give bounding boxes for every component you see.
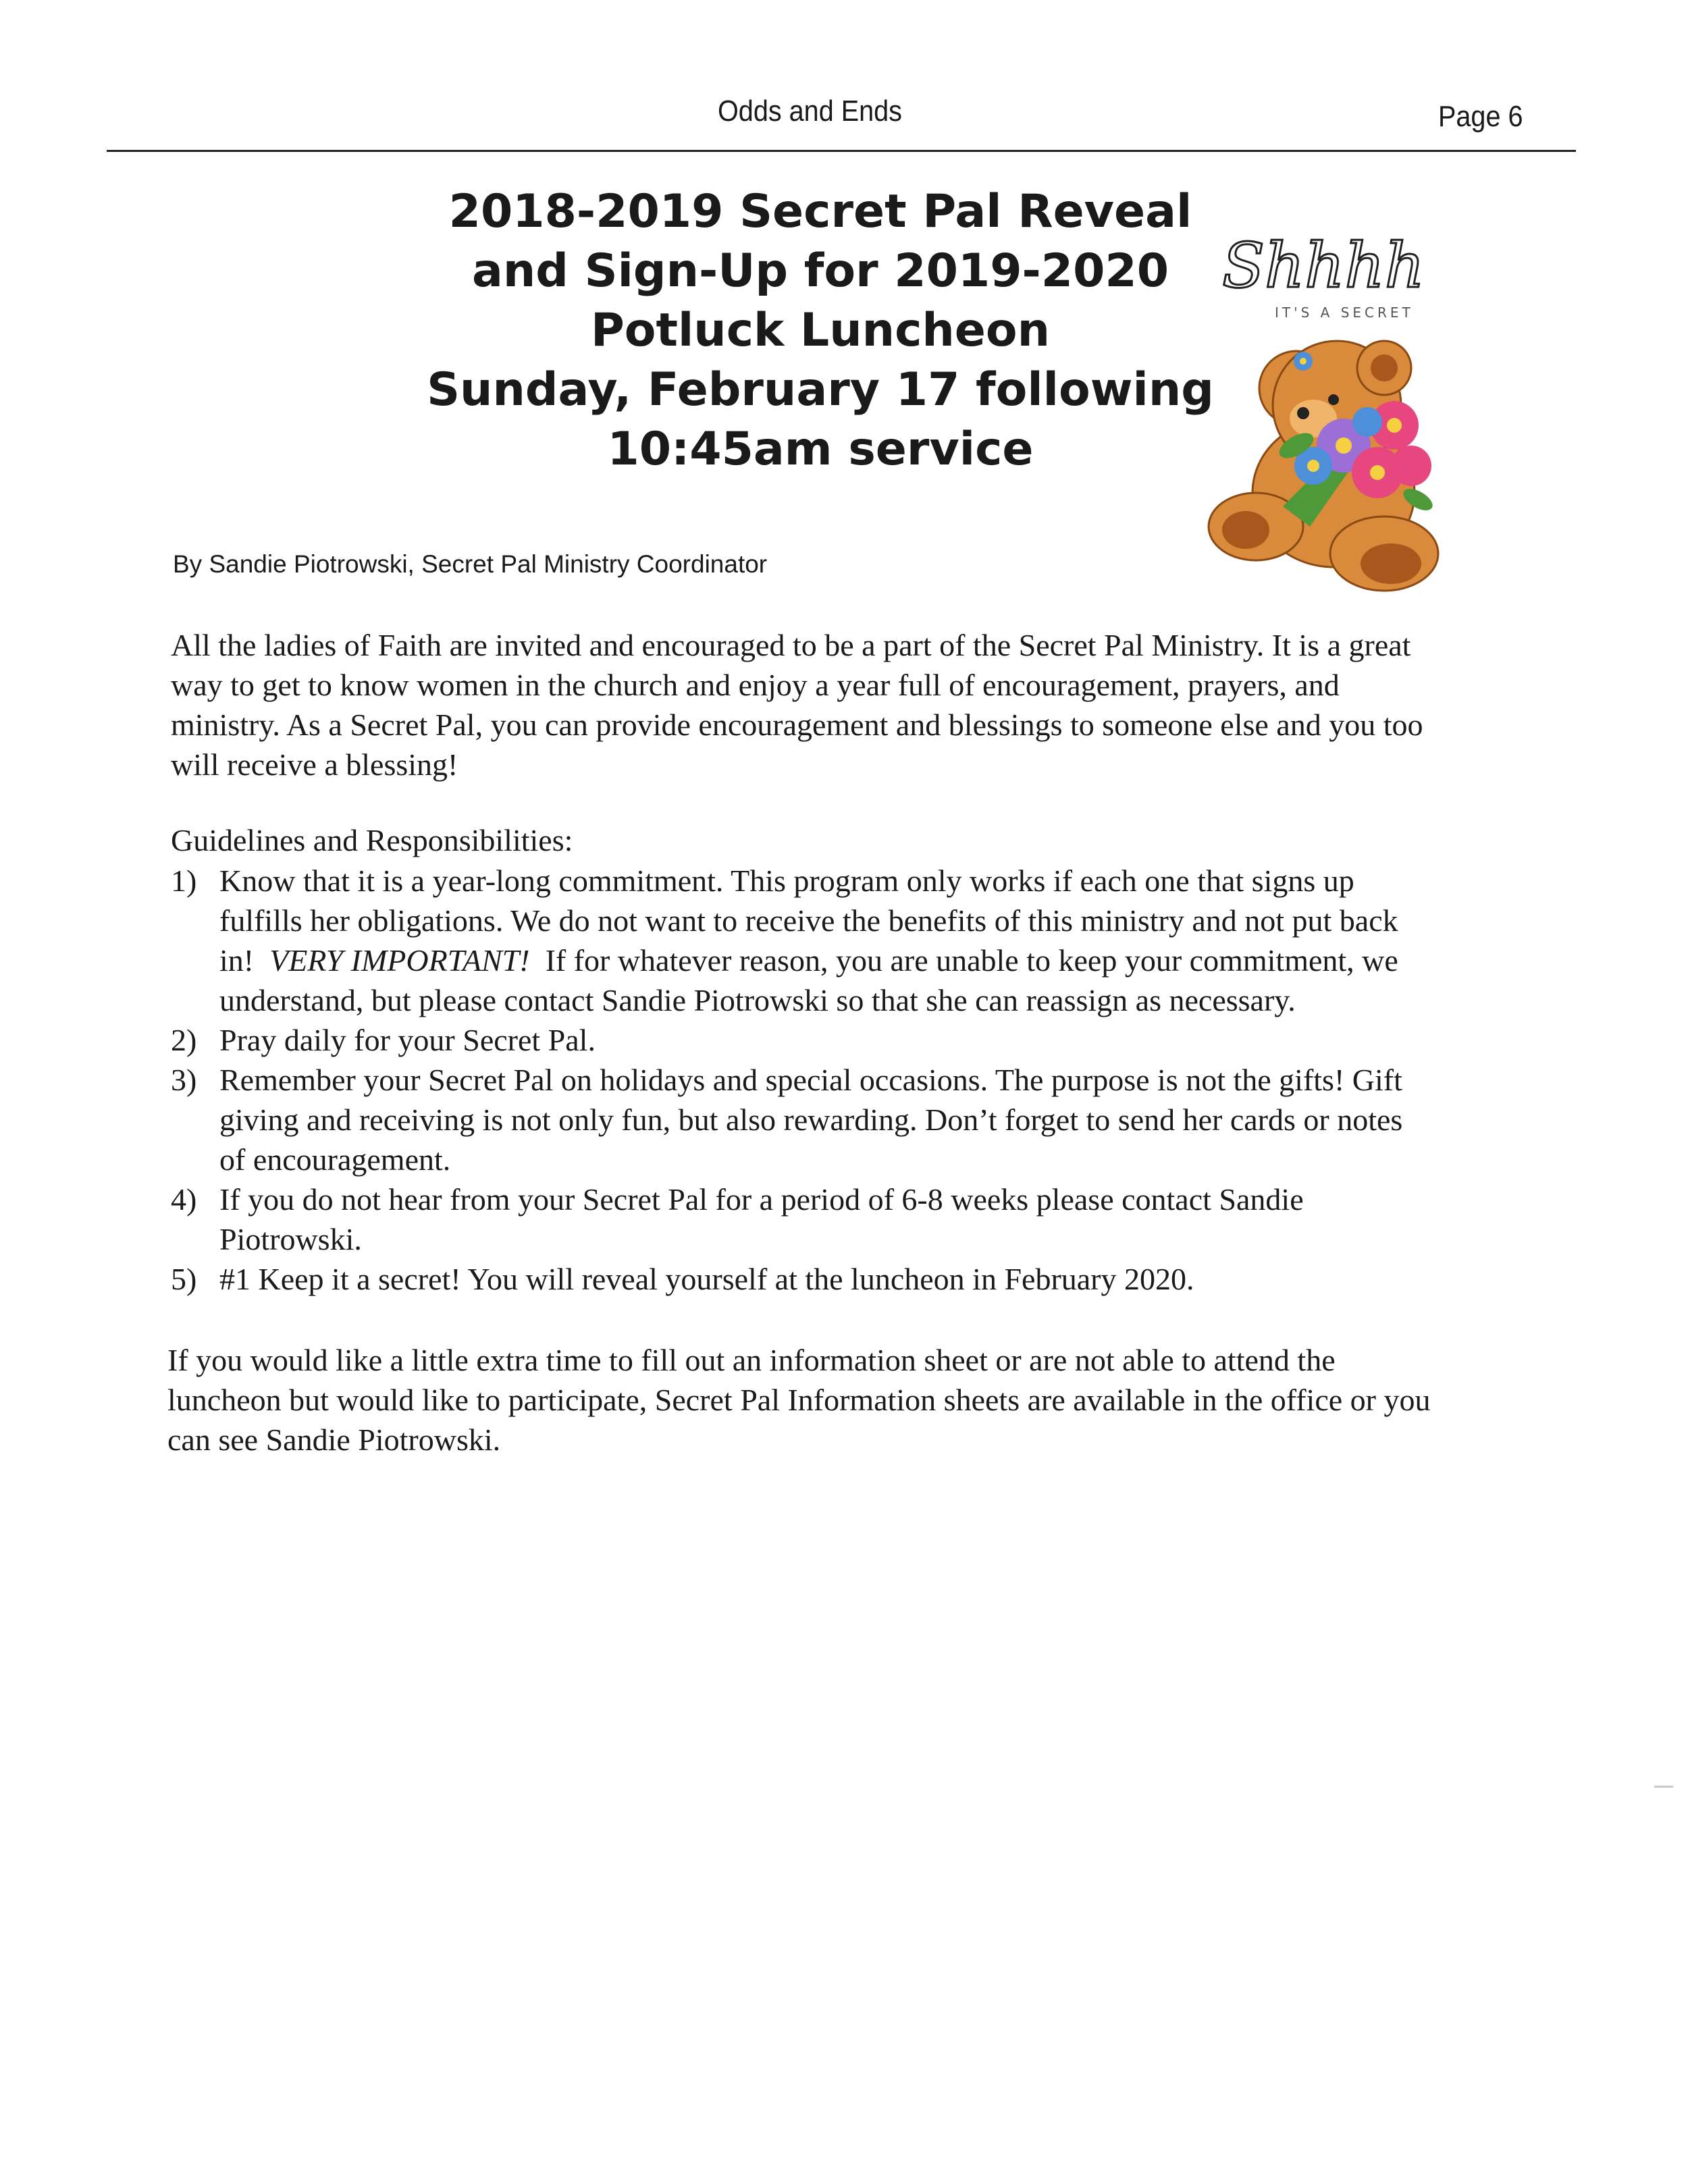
- list-item: [171, 1060, 1521, 1179]
- list-item-line: fulfills her obligations. We do not want to receive the benefits of this ministry and not put back: [219, 903, 1398, 938]
- headline-line: and Sign-Up for 2019-2020: [471, 244, 1169, 298]
- article-byline: By Sandie Piotrowski, Secret Pal Ministry Coordinator: [173, 550, 768, 578]
- list-item: [171, 1179, 1521, 1259]
- list-item-line: Piotrowski.: [219, 1222, 362, 1256]
- list-item-text: If for whatever reason, you are unable to keep your commitment, we: [529, 943, 1398, 978]
- closing-line: can see Sandie Piotrowski.: [167, 1422, 501, 1457]
- scan-mark: [1654, 1786, 1673, 1788]
- intro-line: will receive a blessing!: [171, 747, 458, 782]
- list-item-line: Know that it is a year-long commitment. This program only works if each one that signs up: [219, 863, 1354, 898]
- list-item-number: 5): [171, 1262, 197, 1296]
- article-headline: [351, 182, 1290, 479]
- guidelines-list: [171, 861, 1521, 1299]
- shhhh-script-text: Shhhh: [1222, 230, 1425, 302]
- teddy-bear-image: [1202, 223, 1458, 601]
- closing-paragraph: [167, 1340, 1518, 1460]
- guidelines-heading: Guidelines and Responsibilities:: [171, 823, 573, 857]
- headline-line: Potluck Luncheon: [590, 304, 1051, 357]
- intro-line: way to get to know women in the church and enjoy a year full of encouragement, prayers, and: [171, 668, 1340, 702]
- page-number: Page 6: [1438, 100, 1523, 133]
- list-item: [171, 1259, 1521, 1299]
- headline-line: Sunday, February 17 following: [427, 363, 1214, 417]
- header-divider: [107, 150, 1576, 152]
- intro-line: ministry. As a Secret Pal, you can provide encouragement and blessings to someone else and you too: [171, 708, 1423, 742]
- list-item-number: 1): [171, 863, 197, 898]
- headline-line: 10:45am service: [607, 423, 1034, 476]
- list-item-line: giving and receiving is not only fun, but also rewarding. Don’t forget to send her cards or notes: [219, 1102, 1403, 1137]
- intro-line: All the ladies of Faith are invited and encouraged to be a part of the Secret Pal Ministry. It is a great: [171, 628, 1411, 662]
- very-important-emphasis: VERY IMPORTANT!: [269, 943, 530, 978]
- its-a-secret-tagline: IT'S A SECRET: [1275, 304, 1414, 321]
- list-item-line: #1 Keep it a secret! You will reveal yourself at the luncheon in February 2020.: [219, 1262, 1194, 1296]
- list-item-line: understand, but please contact Sandie Piotrowski so that she can reassign as necessary.: [219, 983, 1296, 1017]
- closing-line: luncheon but would like to participate, Secret Pal Information sheets are available in the office or you: [167, 1383, 1431, 1417]
- list-item-line: of encouragement.: [219, 1142, 451, 1177]
- section-title: Odds and Ends: [718, 95, 902, 128]
- list-item-text: in!: [219, 943, 270, 978]
- list-item: [171, 1020, 1521, 1060]
- list-item-line: If you do not hear from your Secret Pal for a period of 6-8 weeks please contact Sandie: [219, 1182, 1304, 1217]
- intro-paragraph: [171, 625, 1514, 784]
- list-item-line: [219, 940, 1521, 980]
- list-item: [171, 861, 1521, 1020]
- headline-line: 2018-2019 Secret Pal Reveal: [448, 185, 1192, 238]
- list-item-number: 4): [171, 1182, 197, 1217]
- closing-line: If you would like a little extra time to fill out an information sheet or are not able to attend the: [167, 1343, 1336, 1377]
- list-item-line: Remember your Secret Pal on holidays and special occasions. The purpose is not the gifts! Gift: [219, 1063, 1402, 1097]
- list-item-number: 3): [171, 1063, 197, 1097]
- secret-teddy-bear-illustration: [1202, 223, 1458, 601]
- list-item-number: 2): [171, 1023, 197, 1057]
- list-item-line: Pray daily for your Secret Pal.: [219, 1023, 596, 1057]
